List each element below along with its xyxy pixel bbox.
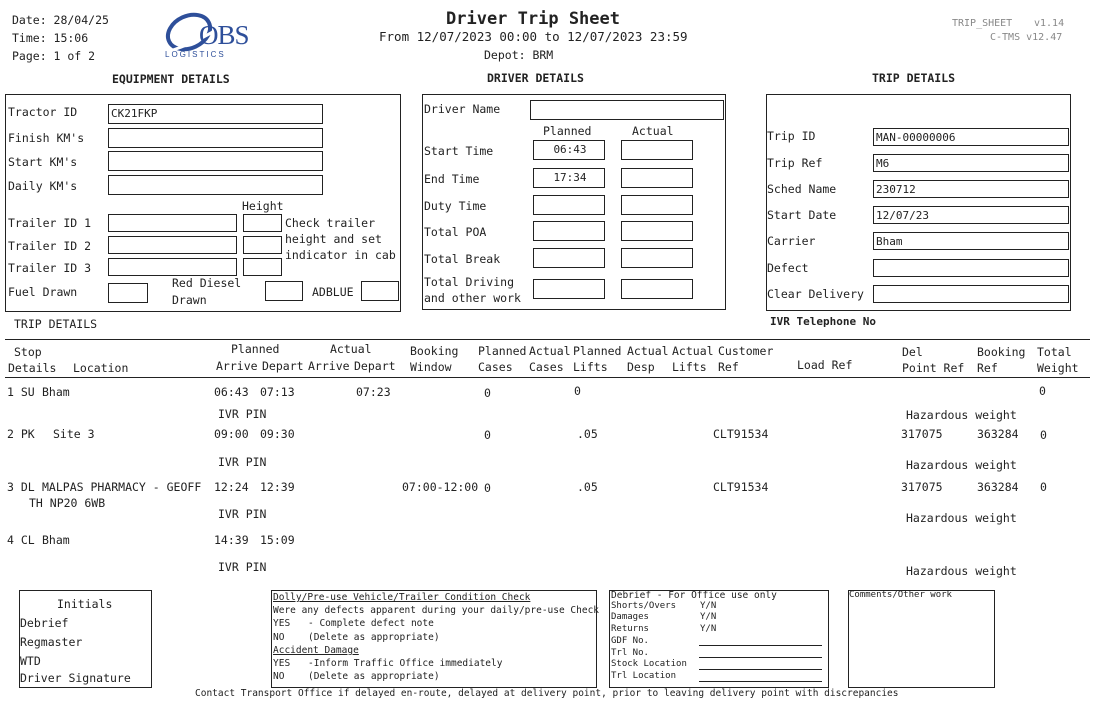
fuel-drawn-label: Fuel Drawn (8, 285, 78, 299)
driver-name-label: Driver Name (424, 102, 501, 116)
stop-location: Bham (42, 533, 70, 547)
start-time-planned[interactable]: 06:43 (533, 140, 605, 160)
report-code: TRIP_SHEET (952, 18, 1013, 29)
trailer-note-line-3: indicator in cab (285, 248, 396, 262)
planned-arrive: 06:43 (214, 385, 249, 399)
daily-km-field[interactable] (108, 175, 323, 195)
planned-arrive: 09:00 (214, 427, 249, 441)
planned-cases: 0 (484, 481, 491, 495)
hazardous-weight-label: Hazardous weight (906, 408, 1017, 422)
debrief-returns-value: Y/N (700, 624, 717, 634)
accident-damage-heading: Accident Damage (273, 645, 359, 656)
logo-subtext: LOGISTICS (165, 50, 226, 59)
red-diesel-field[interactable] (265, 281, 303, 301)
col-planned: Planned (231, 342, 280, 356)
table-header-rule (5, 377, 1090, 378)
total-weight: 0 (1039, 384, 1046, 398)
col-actual-desp-2: Desp (627, 360, 655, 374)
carrier-field[interactable]: Bham (873, 232, 1069, 250)
customer-ref: CLT91534 (713, 427, 769, 441)
driver-name-field[interactable] (530, 100, 724, 120)
condition-check-yes: YES (273, 618, 291, 629)
col-actual-desp-1: Actual (627, 344, 669, 358)
total-driving-label-2: and other work (424, 291, 521, 305)
planned-arrive: 12:24 (214, 480, 249, 494)
col-booking-ref-1: Booking (977, 345, 1026, 359)
trip-ref-field[interactable]: M6 (873, 154, 1069, 172)
col-actual-lifts-2: Lifts (672, 360, 707, 374)
col-planned-lifts-1: Planned (573, 344, 622, 358)
defect-label: Defect (767, 261, 809, 275)
initials-driver-signature: Driver Signature (20, 671, 131, 685)
debrief-damages-label: Damages (611, 612, 649, 622)
red-diesel-label-2: Drawn (172, 293, 207, 307)
col-total-2: Weight (1037, 361, 1079, 375)
ivr-pin-label: IVR PIN (218, 507, 267, 521)
debrief-trl-location-label: Trl Location (611, 671, 677, 681)
total-poa-actual[interactable] (621, 221, 693, 241)
document-title: Driver Trip Sheet (446, 9, 620, 29)
date-range: From 12/07/2023 00:00 to 12/07/2023 23:59 (379, 29, 688, 44)
condition-check-no: NO (273, 632, 285, 643)
del-point-ref: 317075 (901, 427, 943, 441)
print-time: Time: 15:06 (12, 31, 89, 45)
start-time-label: Start Time (424, 144, 494, 158)
tractor-id-field[interactable]: CK21FKP (108, 104, 323, 124)
col-planned-depart: Depart (262, 359, 304, 373)
planned-depart: 15:09 (260, 533, 295, 547)
customer-ref: CLT91534 (713, 480, 769, 494)
carrier-label: Carrier (767, 234, 816, 248)
trip-ref-label: Trip Ref (767, 156, 823, 170)
debrief-trl-location-line (699, 681, 822, 682)
total-break-actual[interactable] (621, 248, 693, 268)
stop-location-line-2: TH NP20 6WB (29, 496, 106, 510)
trailer-note-line-1: Check trailer (285, 216, 376, 230)
col-del-1: Del (902, 345, 923, 359)
debrief-heading: Debrief - For Office use only (611, 590, 777, 601)
sched-name-field[interactable]: 230712 (873, 180, 1069, 198)
condition-check-no-text: (Delete as appropriate) (308, 632, 440, 643)
table-top-rule (5, 339, 1090, 340)
stops-heading: TRIP DETAILS (14, 317, 98, 331)
planned-arrive: 14:39 (214, 533, 249, 547)
trailer-2-height-field[interactable] (243, 236, 282, 254)
col-details: Details (8, 361, 57, 375)
total-weight: 0 (1040, 428, 1047, 442)
planned-lifts: .05 (577, 480, 598, 494)
ivr-telephone-label: IVR Telephone No (770, 315, 876, 328)
trailer-3-height-field[interactable] (243, 258, 282, 276)
stop-location: Site 3 (53, 427, 95, 441)
col-stop: Stop (14, 345, 42, 359)
col-actual-lifts-1: Actual (672, 344, 714, 358)
end-time-label: End Time (424, 172, 480, 186)
col-planned-arrive: Arrive (216, 359, 258, 373)
depot: Depot: BRM (484, 48, 554, 62)
hazardous-weight-label: Hazardous weight (906, 564, 1017, 578)
ivr-pin-label: IVR PIN (218, 455, 267, 469)
start-km-label: Start KM's (8, 155, 78, 169)
condition-check-question: Were any defects apparent during your daily/pre-use Check (273, 605, 600, 616)
planned-depart: 09:30 (260, 427, 295, 441)
sched-name-label: Sched Name (767, 182, 837, 196)
initials-regmaster: Regmaster (20, 635, 83, 649)
planned-depart: 07:13 (260, 385, 295, 399)
debrief-damages-value: Y/N (700, 612, 717, 622)
adblue-field[interactable] (361, 281, 399, 301)
total-driving-actual[interactable] (621, 279, 693, 299)
col-window: Window (410, 360, 452, 374)
booking-window: 07:00-12:00 (402, 480, 479, 494)
actual-depart: 07:23 (356, 385, 391, 399)
booking-ref: 363284 (977, 480, 1019, 494)
accident-yes: YES (273, 658, 291, 669)
clear-delivery-field[interactable] (873, 285, 1069, 303)
debrief-stock-location-line (699, 669, 822, 670)
col-actual-arrive: Arrive (308, 359, 350, 373)
company-logo (163, 10, 249, 60)
trailer-1-field[interactable] (108, 214, 237, 232)
driver-heading: DRIVER DETAILS (487, 71, 584, 85)
red-diesel-label-1: Red Diesel (172, 276, 242, 290)
tractor-id-label: Tractor ID (8, 105, 78, 119)
trip-id-label: Trip ID (767, 129, 816, 143)
col-planned-cases-1: Planned (478, 344, 527, 358)
col-actual-cases-2: Cases (529, 360, 564, 374)
total-poa-planned[interactable] (533, 221, 605, 241)
daily-km-label: Daily KM's (8, 179, 78, 193)
col-planned-cases-2: Cases (478, 360, 513, 374)
col-booking: Booking (410, 344, 459, 358)
trip-panel (766, 94, 1071, 311)
height-label: Height (242, 199, 284, 213)
comments-box (848, 590, 995, 688)
print-date: Date: 28/04/25 (12, 13, 109, 27)
condition-check-heading: Dolly/Pre-use Vehicle/Trailer Condition Check (273, 592, 531, 603)
del-point-ref: 317075 (901, 480, 943, 494)
stop-code: 2 PK (7, 427, 35, 441)
trailer-note-line-2: height and set (285, 232, 382, 246)
trailer-2-field[interactable] (108, 236, 237, 254)
stop-code: 3 DL (7, 480, 35, 494)
total-poa-label: Total POA (424, 225, 487, 239)
trailer-3-label: Trailer ID 3 (8, 261, 92, 275)
planned-depart: 12:39 (260, 480, 295, 494)
booking-ref: 363284 (977, 427, 1019, 441)
trailer-3-field[interactable] (108, 258, 237, 276)
total-break-label: Total Break (424, 252, 501, 266)
col-planned-lifts-2: Lifts (573, 360, 608, 374)
total-weight: 0 (1040, 480, 1047, 494)
debrief-gdf-label: GDF No. (611, 636, 649, 646)
trailer-1-label: Trailer ID 1 (8, 216, 92, 230)
accident-no-text: (Delete as appropriate) (308, 671, 440, 682)
trip-heading: TRIP DETAILS (872, 71, 956, 85)
duty-time-actual[interactable] (621, 195, 693, 215)
clear-delivery-label: Clear Delivery (767, 287, 864, 301)
debrief-shorts-value: Y/N (700, 601, 717, 611)
actual-header: Actual (632, 124, 674, 138)
finish-km-label: Finish KM's (8, 131, 85, 145)
col-actual-cases-1: Actual (529, 344, 571, 358)
logo-text: OBS (199, 20, 249, 50)
adblue-label: ADBLUE (312, 285, 354, 299)
contact-note: Contact Transport Office if delayed en-route, delayed at delivery point, prior to leaving delivery point with discrepancies (195, 688, 899, 699)
col-customer-1: Customer (718, 344, 774, 358)
page-indicator: Page: 1 of 2 (12, 49, 96, 63)
col-booking-ref-2: Ref (977, 361, 998, 375)
start-date-label: Start Date (767, 208, 837, 222)
total-driving-label-1: Total Driving (424, 275, 515, 289)
hazardous-weight-label: Hazardous weight (906, 511, 1017, 525)
col-total-1: Total (1037, 345, 1072, 359)
initials-wtd: WTD (20, 654, 41, 668)
initials-debrief: Debrief (20, 616, 69, 630)
stop-location: MALPAS PHARMACY - GEOFF (42, 480, 202, 494)
stop-code: 1 SU (7, 385, 35, 399)
col-actual: Actual (330, 342, 372, 356)
finish-km-field[interactable] (108, 128, 323, 148)
col-location: Location (73, 361, 129, 375)
trailer-1-height-field[interactable] (243, 214, 282, 232)
report-version: v1.14 (1034, 18, 1065, 29)
trip-id-field[interactable]: MAN-00000006 (873, 128, 1069, 146)
trailer-2-label: Trailer ID 2 (8, 239, 92, 253)
debrief-shorts-label: Shorts/Overs (611, 601, 677, 611)
start-time-actual[interactable] (621, 140, 693, 160)
col-actual-depart: Depart (354, 359, 396, 373)
hazardous-weight-label: Hazardous weight (906, 458, 1017, 472)
start-date-field[interactable]: 12/07/23 (873, 206, 1069, 224)
system-version: C-TMS v12.47 (990, 32, 1063, 43)
end-time-actual[interactable] (621, 168, 693, 188)
duty-time-label: Duty Time (424, 199, 487, 213)
stop-location: Bham (42, 385, 70, 399)
planned-lifts: .05 (577, 427, 598, 441)
total-break-planned[interactable] (533, 248, 605, 268)
condition-check-yes-text: - Complete defect note (308, 618, 434, 629)
comments-heading: Comments/Other work (849, 590, 952, 600)
initials-heading: Initials (57, 597, 113, 611)
planned-header: Planned (543, 124, 592, 138)
defect-field[interactable] (873, 259, 1069, 277)
col-del-2: Point Ref (902, 361, 965, 375)
debrief-gdf-line (699, 645, 822, 646)
equipment-heading: EQUIPMENT DETAILS (112, 72, 230, 86)
debrief-trl-no-label: Trl No. (611, 648, 649, 658)
stop-code: 4 CL (7, 533, 35, 547)
col-load-ref: Load Ref (797, 358, 853, 372)
duty-time-planned[interactable] (533, 195, 605, 215)
ivr-pin-label: IVR PIN (218, 560, 267, 574)
start-km-field[interactable] (108, 151, 323, 171)
planned-cases: 0 (484, 386, 491, 400)
accident-yes-text: -Inform Traffic Office immediately (308, 658, 503, 669)
debrief-trl-no-line (699, 657, 822, 658)
planned-lifts: 0 (574, 384, 581, 398)
planned-cases: 0 (484, 428, 491, 442)
total-driving-planned[interactable] (533, 279, 605, 299)
debrief-stock-location-label: Stock Location (611, 659, 687, 669)
ivr-pin-label: IVR PIN (218, 407, 267, 421)
col-customer-2: Ref (718, 360, 739, 374)
debrief-returns-label: Returns (611, 624, 649, 634)
fuel-drawn-field[interactable] (108, 283, 148, 303)
accident-no: NO (273, 671, 285, 682)
end-time-planned[interactable]: 17:34 (533, 168, 605, 188)
